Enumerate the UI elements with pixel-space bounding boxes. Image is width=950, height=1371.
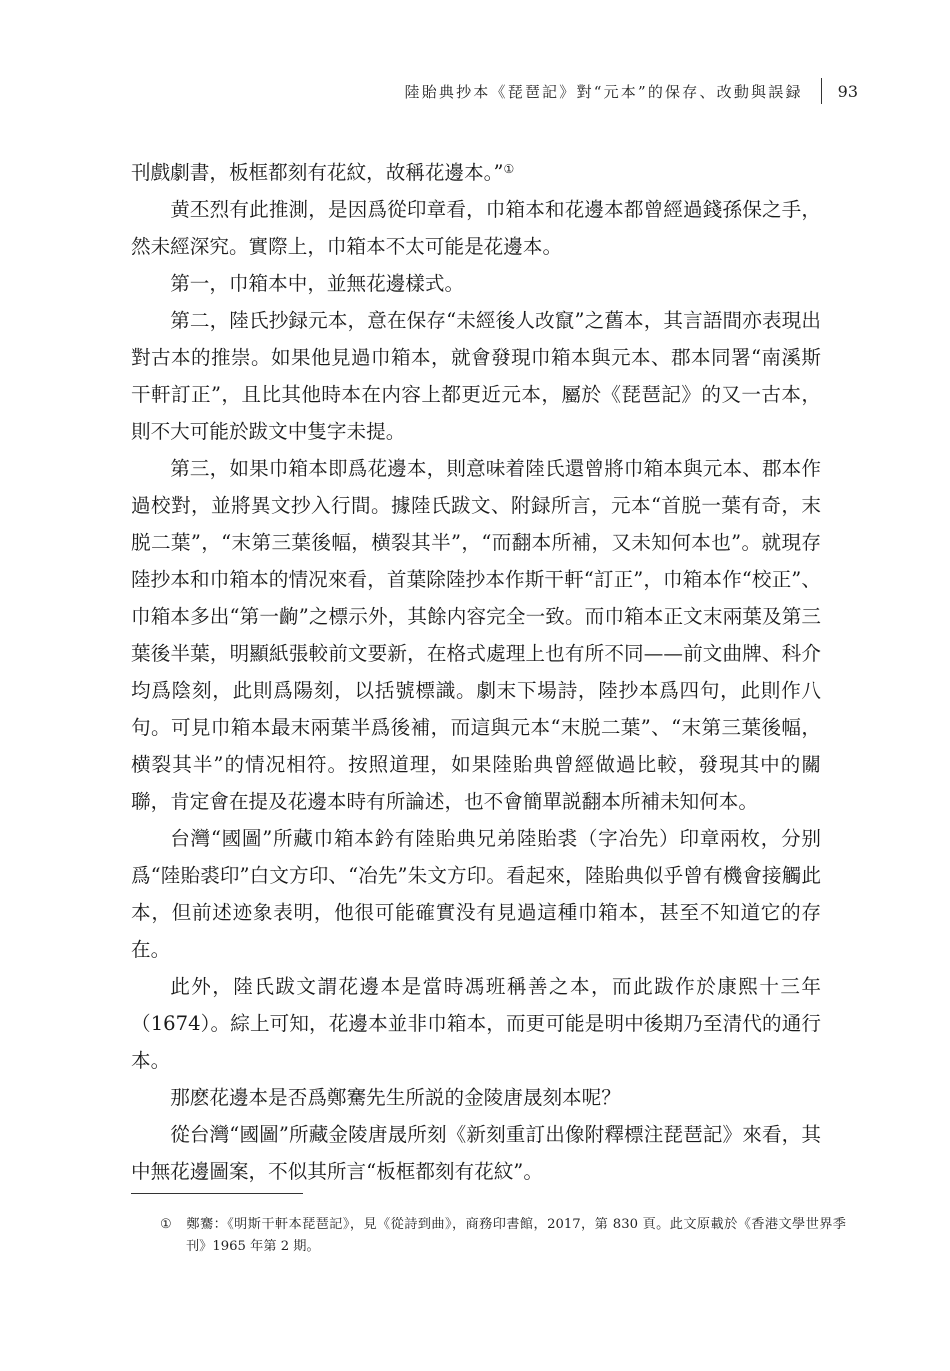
page-number: 93 <box>837 81 858 101</box>
paragraph-1-text: 刊戲劇書，板框都刻有花紋，故稱花邊本。” <box>131 161 504 184</box>
paragraph-9: 從台灣“國圖”所藏金陵唐晟所刻《新刻重訂出像附釋標注琵琶記》來看，其中無花邊圖案，不似其所言“板框都刻有花紋”。 <box>131 1123 821 1183</box>
footnote-ref[interactable]: ① <box>503 162 515 176</box>
running-title: 陸貽典抄本《琵琶記》對“元本”的保存、改動與誤録 <box>404 82 803 101</box>
header-divider <box>821 78 822 104</box>
paragraph-2: 黄丕烈有此推測，是因爲從印章看，巾箱本和花邊本都曾經過錢孫保之手，然未經深究。實際上，巾箱本不太可能是花邊本。 <box>131 198 821 258</box>
footnote-mark: ① <box>160 1217 172 1232</box>
paragraph-4: 第二，陸氏抄録元本，意在保存“未經後人改竄”之舊本，其言語間亦表現出對古本的推崇。如果他見過巾箱本，就會發現巾箱本與元本、郡本同署“南溪斯干軒訂正”，且比其他時本在内容上都更近元本，屬於《琵琶記》的又一古本，則不大可能於跋文中隻字未提。 <box>131 309 821 443</box>
footnote <box>160 1214 846 1258</box>
paragraph-1 <box>131 151 821 191</box>
paragraph-8: 那麽花邊本是否爲鄭騫先生所説的金陵唐晟刻本呢？ <box>170 1086 621 1109</box>
paragraph-6: 台灣“國圖”所藏巾箱本鈐有陸貽典兄弟陸貽裘（字冶先）印章兩枚，分别爲“陸貽裘印”白文方印、“冶先”朱文方印。看起來，陸貽典似乎曾有機會接觸此本，但前述迹象表明，他很可能確實没有見過這種巾箱本，甚至不知道它的存在。 <box>131 827 821 961</box>
running-head <box>405 78 859 104</box>
body-text <box>131 151 821 1190</box>
paragraph-3: 第一，巾箱本中，並無花邊樣式。 <box>170 272 465 295</box>
paragraph-7: 此外，陸氏跋文謂花邊本是當時馮班稱善之本，而此跋作於康熙十三年（1674）。綜上可知，花邊本並非巾箱本，而更可能是明中後期乃至清代的通行本。 <box>131 975 821 1072</box>
paragraph-5: 第三，如果巾箱本即爲花邊本，則意味着陸氏還曾將巾箱本與元本、郡本作過校對，並將異文抄入行間。據陸氏跋文、附録所言，元本“首脱一葉有奇，末脱二葉”，“末第三葉後幅，横裂其半”，“而翻本所補，又未知何本也”。就現存陸抄本和巾箱本的情况來看，首葉除陸抄本作斯干軒“訂正”，巾箱本作“校正”、巾箱本多出“第一齣”之標示外，其餘内容完全一致。而巾箱本正文末兩葉及第三葉後半葉，明顯紙張較前文要新，在格式處理上也有所不同——前文曲牌、科介均爲陰刻，此則爲陽刻，以括號標識。劇末下場詩，陸抄本爲四句，此則作八句。可見巾箱本最末兩葉半爲後補，而這與元本“末脱二葉”、“末第三葉後幅，横裂其半”的情况相符。按照道理，如果陸貽典曾經做過比較，發現其中的關聯，肯定會在提及花邊本時有所論述，也不會簡單説翻本所補未知何本。 <box>131 457 821 813</box>
footnote-rule <box>131 1193 303 1194</box>
footnote-text: 鄭騫：《明斯干軒本琵琶記》，見《從詩到曲》，商務印書館，2017，第 830 頁。此文原載於《香港文學世界季刊》1965 年第 2 期。 <box>186 1217 846 1254</box>
